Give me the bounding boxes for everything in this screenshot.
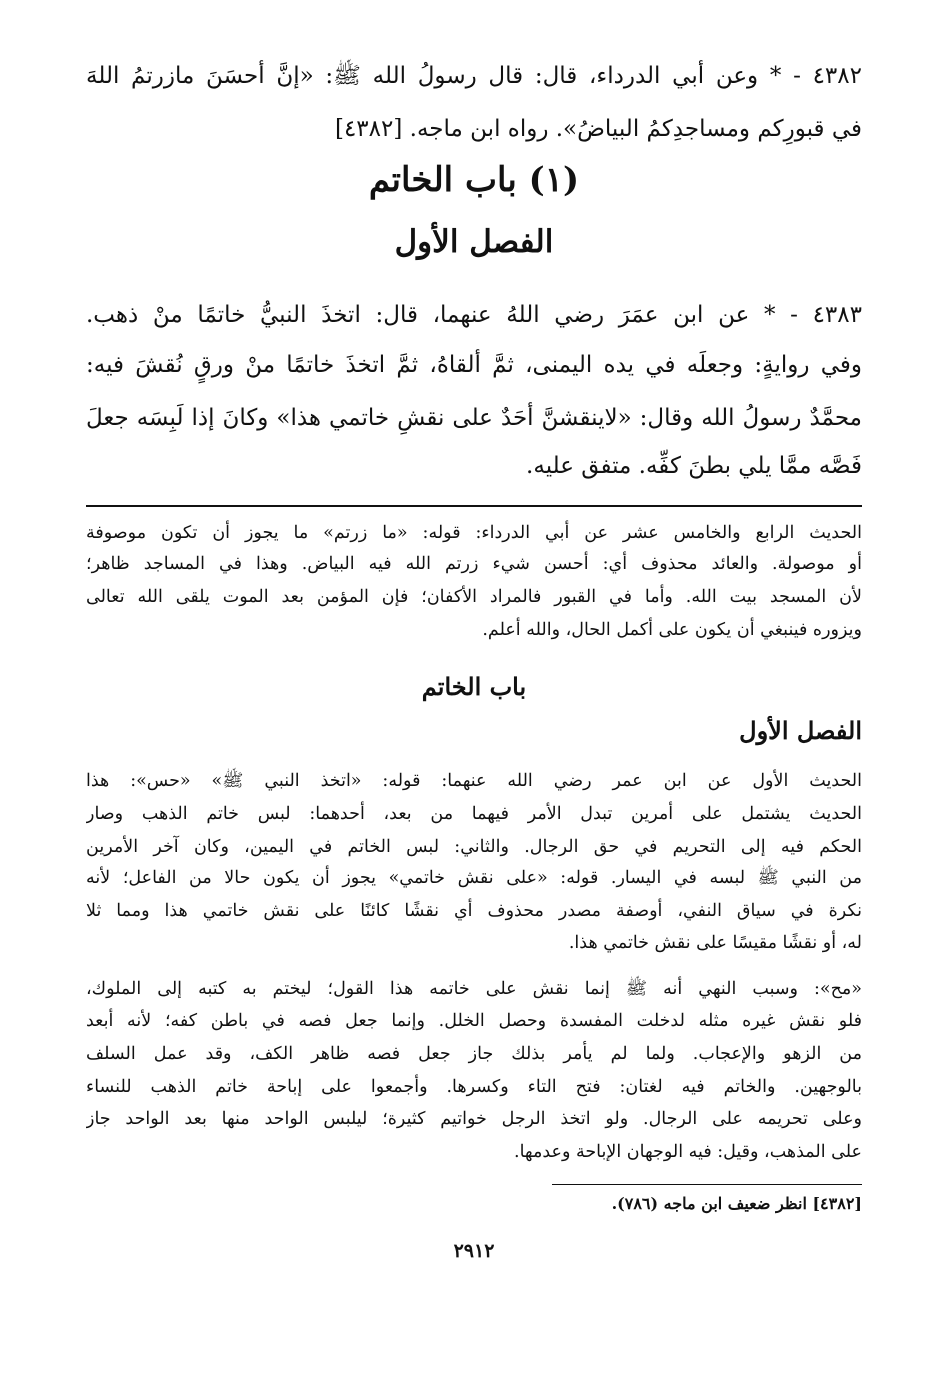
commentary-line: الحديث يشتمل على أمرين تبدل الأمر فيهما من بعد، أحدهما: لبس خاتم الذهب وصار — [86, 804, 862, 824]
footnote-rule — [552, 1184, 862, 1185]
commentary-line: من الزهو والإعجاب. ولما لم يأمر بذلك جاز جعل فصه ظاهر الكف، وقد عمل السلف — [86, 1044, 862, 1064]
commentary-section-heading: الفصل الأول — [739, 716, 862, 745]
hadith-4383-line: وفي روايةٍ: وجعلَه في يده اليمنى، ثمَّ ألقاهُ، ثمَّ اتخذَ خاتمًا منْ ورقٍ نُقشَ فيه: — [86, 352, 862, 378]
commentary-chapter-heading: باب الخاتم — [421, 672, 527, 701]
chapter-title: (١) باب الخاتم — [368, 160, 580, 200]
hadith-4383-line: ٤٣٨٣ - * عن ابن عمَرَ رضي اللهُ عنهما، قال: اتخذَ النبيُّ خاتمًا منْ ذهب. — [86, 302, 862, 328]
hadith-4383-line: فَصَّه ممَّا يلي بطنَ كفِّه. متفق عليه. — [526, 453, 862, 479]
commentary-line: أو موصولة. والعائد محذوف أي: أحسن شيء زرتم الله فيه البياض. وهذا في المساجد ظاهر؛ — [86, 554, 862, 574]
commentary-line: نكرة في سياق النفي، أوصفة مصدر محذوف أي نقشًا كائنًا على نقش خاتمي هذا ومما ثلا — [86, 901, 862, 921]
hadith-4383-line: محمَّدٌ رسولُ الله وقال: «لاينقشنَّ أحَدٌ على نقشِ خاتمي هذا» وكانَ إذا لَبِسَه جعلَ — [86, 405, 862, 431]
commentary-line: فلو نقش غيره مثله لدخلت المفسدة وحصل الخلل. وإنما جعل فصه في باطن كفه؛ لأنه أبعد — [86, 1011, 862, 1031]
commentary-line: الحكم فيه إلى التحريم في حق الرجال. والثاني: لبس الخاتم في اليمين، وكان آخر الأمرين — [86, 837, 862, 857]
commentary-line: من النبي ﷺ لبسه في اليسار. قوله: «على نقش خاتمي» يجوز أن يكون حالا من الفاعل؛ لأنه — [86, 868, 862, 888]
commentary-line: على المذهب، وقيل: فيه الوجهان الإباحة وعدمها. — [514, 1142, 862, 1162]
hadith-4382-line: في قبورِكم ومساجدِكمُ البياضُ». رواه ابن ماجه. [٤٣٨٢] — [334, 116, 862, 142]
commentary-line: ويزوره فينبغي أن يكون على أكمل الحال، والله أعلم. — [482, 620, 862, 640]
commentary-line: لأن المسجد بيت الله. وأما في القبور فالمراد الأكفان؛ فإن المؤمن بعد الموت يلقى الله تعالى — [86, 587, 862, 607]
commentary-line: «مح»: وسبب النهي أنه ﷺ إنما نقش على خاتمه هذا القول؛ ليختم به كتبه إلى الملوك، — [86, 979, 862, 999]
page-number: ٢٩١٢ — [453, 1240, 495, 1262]
commentary-line: الحديث الرابع والخامس عشر عن أبي الدرداء: قوله: «ما زرتم» ما يجوز أن تكون موصوفة — [86, 523, 862, 543]
commentary-line: له، أو نقشًا مقيسًا على نقش خاتمي هذا. — [568, 933, 862, 953]
commentary-line: بالوجهين. والخاتم فيه لغتان: فتح التاء وكسرها. وأجمعوا على إباحة خاتم الذهب للنساء — [86, 1077, 862, 1097]
commentary-line: الحديث الأول عن ابن عمر رضي الله عنهما: قوله: «اتخذ النبي ﷺ» «حس»: هذا — [86, 771, 862, 791]
separator-rule — [86, 505, 862, 507]
hadith-4382-line: ٤٣٨٢ - * وعن أبي الدرداء، قال: قال رسولُ الله ﷺ: «إنَّ أحسَنَ مازرتمُ اللهَ — [86, 63, 862, 89]
commentary-line: وعلى تحريمه على الرجال. ولو اتخذ الرجل خواتيم كثيرة؛ ليلبس الواحد منها بعد الواحد جاز — [86, 1109, 862, 1129]
footnote: [٤٣٨٢] انظر ضعيف ابن ماجه (٧٨٦). — [611, 1194, 862, 1213]
section-title: الفصل الأول — [394, 224, 554, 260]
